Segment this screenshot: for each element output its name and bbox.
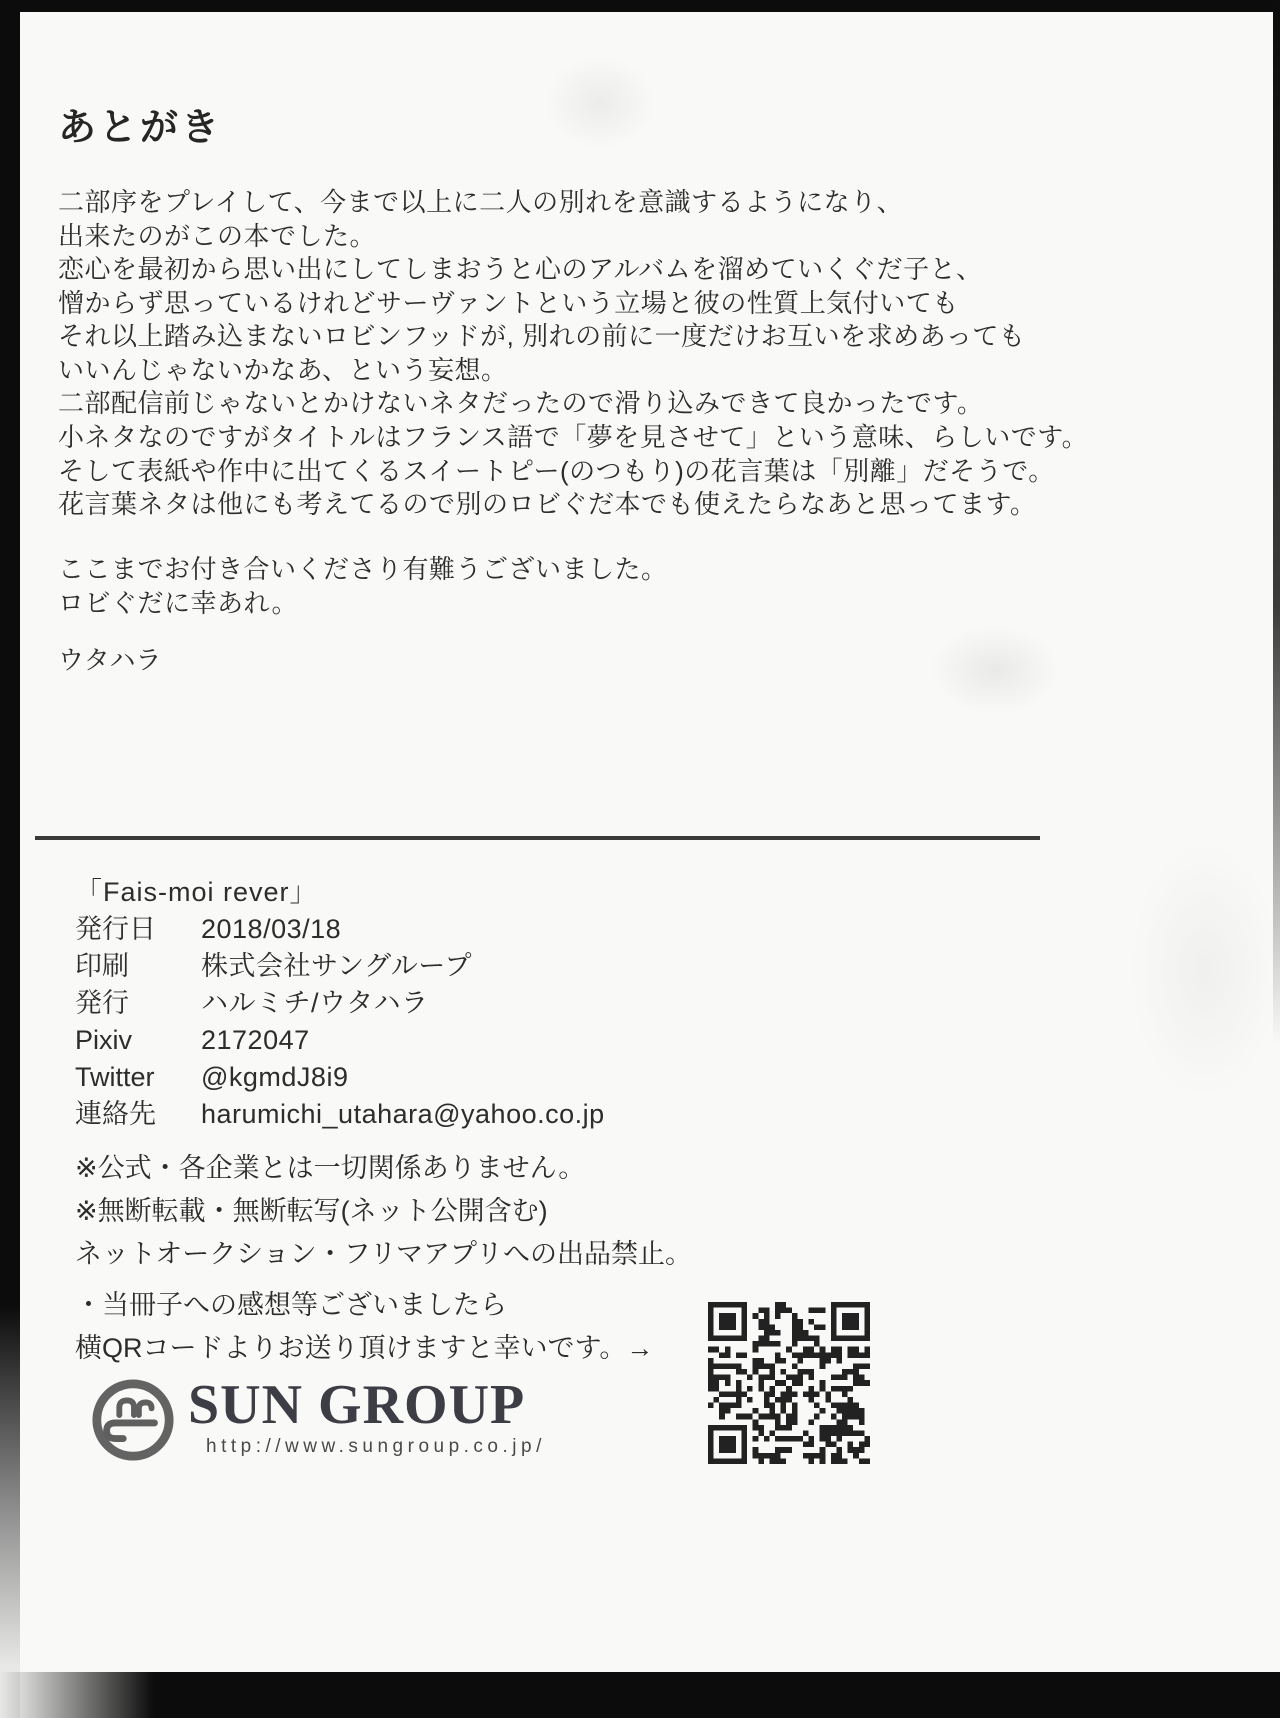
colophon-row [75, 948, 605, 985]
colophon-value: 2172047 [201, 1025, 310, 1055]
colophon-label: 印刷 [75, 951, 129, 981]
colophon-label: 発行日 [75, 914, 156, 944]
feedback-note [75, 1284, 653, 1370]
colophon-value: 2018/03/18 [201, 914, 342, 944]
colophon-label: 連絡先 [75, 1099, 156, 1129]
colophon-row [75, 985, 605, 1022]
divider-line [35, 836, 1040, 840]
notice-line: ※公式・各企業とは一切関係ありません。 [75, 1153, 586, 1183]
feedback-line: 横QRコードよりお送り頂けますと幸いです。→ [75, 1333, 654, 1363]
feedback-line: ・当冊子への感想等ございましたら [75, 1290, 507, 1320]
printer-block [90, 1376, 546, 1464]
printer-text [188, 1376, 546, 1458]
text-line: 出来たのがこの本でした。 [58, 220, 377, 251]
scan-border-bottom [0, 1672, 1280, 1718]
text-line: そして表紙や作中に出てくるスイートピー(のつもり)の花言葉は「別離」だそうで。 [58, 455, 1055, 486]
text-line: いいんじゃないかなあ、という妄想。 [58, 354, 508, 385]
sun-group-logo-icon [90, 1376, 176, 1464]
scan-border-left [0, 0, 20, 1718]
text-line: 憎からず思っているけれどサーヴァントという立場と彼の性質上気付いても [58, 287, 959, 318]
notice-line: ネットオークション・フリマアプリへの出品禁止。 [75, 1239, 692, 1269]
colophon-row [75, 1096, 605, 1133]
text-line: ここまでお付き合いくださり有難うございました。 [58, 554, 668, 584]
author-signature: ウタハラ [58, 645, 162, 675]
colophon [75, 874, 605, 1133]
afterword-paragraph-3 [58, 553, 668, 620]
notice-line: ※無断転載・無断転写(ネット公開含む) [75, 1196, 548, 1226]
colophon-value: harumichi_utahara@yahoo.co.jp [201, 1099, 605, 1129]
colophon-label: Twitter [75, 1062, 155, 1092]
printer-name: SUN GROUP [188, 1374, 526, 1436]
text-line: 小ネタなのですがタイトルはフランス語で「夢を見させて」という意味、らしいです。 [58, 422, 1089, 452]
text-line: 二部配信前じゃないとかけないネタだったので滑り込みできて良かったです。 [58, 388, 984, 418]
printer-url: http://www.sungroup.co.jp/ [206, 1436, 546, 1457]
text-line: 恋心を最初から思い出にしてしまおうと心のアルバムを溜めていくぐだ子と、 [58, 254, 983, 284]
colophon-value: @kgmdJ8i9 [201, 1062, 349, 1092]
text-line: それ以上踏み込まないロビンフッドが, 別れの前に一度だけお互いを求めあっても [58, 321, 1026, 351]
colophon-row [75, 1059, 605, 1096]
text-line: 二部序をプレイして、今まで以上に二人の別れを意識するようになり、 [58, 187, 904, 217]
colophon-row [75, 1022, 605, 1059]
afterword-paragraph-1 [58, 186, 1025, 421]
book-title: 「Fais-moi rever」 [75, 877, 318, 907]
scan-border-right [1273, 0, 1280, 1100]
text-line: ロビぐだに幸あれ。 [58, 587, 299, 618]
qr-code-icon [708, 1302, 870, 1464]
colophon-value: 株式会社サングループ [201, 951, 472, 981]
colophon-label: 発行 [75, 988, 129, 1018]
legal-notices [75, 1147, 692, 1276]
page-body [20, 12, 1275, 1672]
scan-border-top [0, 0, 1280, 12]
colophon-row [75, 911, 605, 948]
colophon-value: ハルミチ/ウタハラ [201, 988, 429, 1018]
afterword-paragraph-2 [58, 421, 1088, 522]
text-line: 花言葉ネタは他にも考えてるので別のロビぐだ本でも使えたらなあと思ってます。 [58, 489, 1037, 519]
afterword-title: あとがき [58, 107, 223, 149]
colophon-label: Pixiv [75, 1025, 133, 1055]
